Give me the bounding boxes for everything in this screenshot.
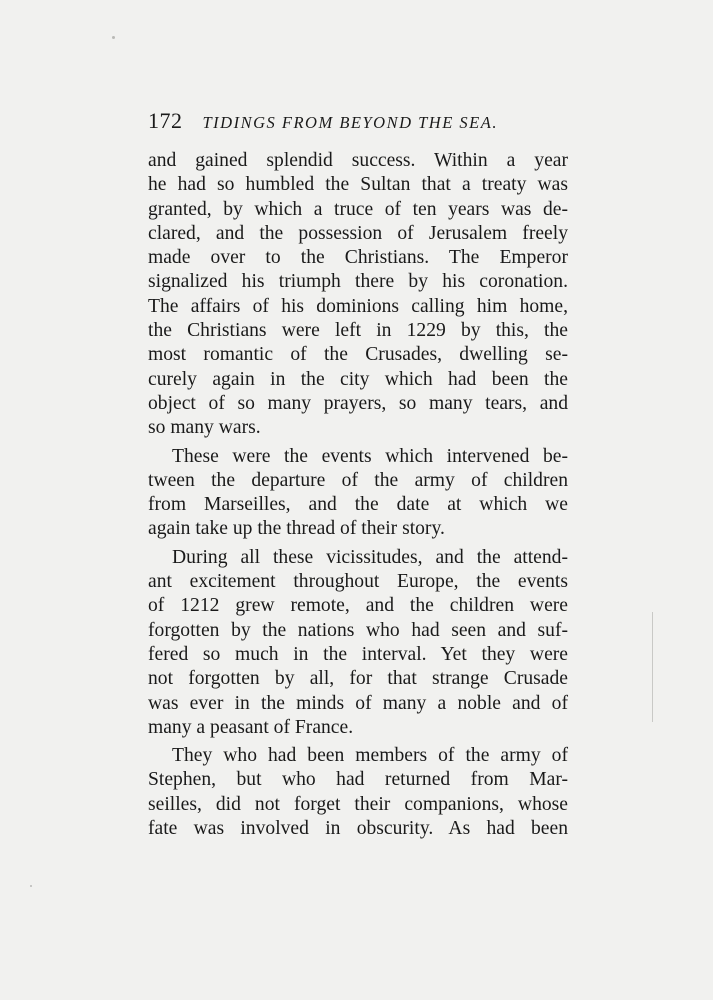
text-line: They who had been members of the army of — [172, 745, 568, 767]
paper-crease-mark — [652, 612, 653, 722]
text-line: of 1212 grew remote, and the children were — [148, 595, 568, 617]
text-line: made over to the Christians. The Emperor — [148, 247, 568, 269]
text-line: object of so many prayers, so many tears, and — [148, 392, 568, 414]
text-line: granted, by which a truce of ten years was de- — [148, 198, 568, 220]
text-line: and gained splendid success. Within a year — [148, 150, 568, 171]
text-line: many a peasant of France. — [148, 716, 354, 738]
text-line: so many wars. — [148, 417, 261, 439]
paper-speck — [30, 885, 32, 887]
page-header — [148, 108, 568, 138]
text-line: fate was involved in obscurity. As had been — [148, 818, 568, 840]
text-line: forgotten by the nations who had seen and suf- — [148, 619, 568, 641]
page-number: 172 — [148, 108, 183, 133]
paragraph-4 — [148, 744, 568, 841]
running-title: TIDINGS FROM BEYOND THE SEA. — [202, 113, 498, 132]
text-line: The affairs of his dominions calling him home, — [148, 295, 568, 317]
paragraph-2 — [148, 445, 568, 542]
paragraph-3 — [148, 546, 568, 740]
text-line: the Christians were left in 1229 by this, the — [148, 320, 568, 342]
text-line: not forgotten by all, for that strange Crusade — [148, 668, 568, 690]
text-line: Stephen, but who had returned from Mar- — [148, 769, 568, 791]
text-line: seilles, did not forget their companions, whose — [148, 793, 568, 815]
text-line: ant excitement throughout Europe, the events — [148, 571, 568, 593]
text-line: During all these vicissitudes, and the attend- — [172, 546, 568, 568]
paper-speck — [112, 36, 115, 39]
text-line: signalized his triumph there by his coronation. — [148, 271, 568, 293]
text-line: most romantic of the Crusades, dwelling se- — [148, 344, 568, 366]
text-line: clared, and the possession of Jerusalem freely — [148, 222, 568, 244]
paragraph-1 — [148, 149, 568, 441]
text-line: fered so much in the interval. Yet they were — [148, 643, 568, 665]
text-line: again take up the thread of their story. — [148, 518, 445, 540]
text-line: tween the departure of the army of children — [148, 469, 568, 491]
text-line: from Marseilles, and the date at which we — [148, 494, 568, 516]
text-line: he had so humbled the Sultan that a treaty was — [148, 174, 568, 196]
text-line: was ever in the minds of many a noble and of — [148, 692, 568, 714]
text-line: These were the events which intervened be- — [172, 445, 568, 467]
body-text — [148, 149, 568, 841]
text-line: curely again in the city which had been the — [148, 368, 568, 390]
